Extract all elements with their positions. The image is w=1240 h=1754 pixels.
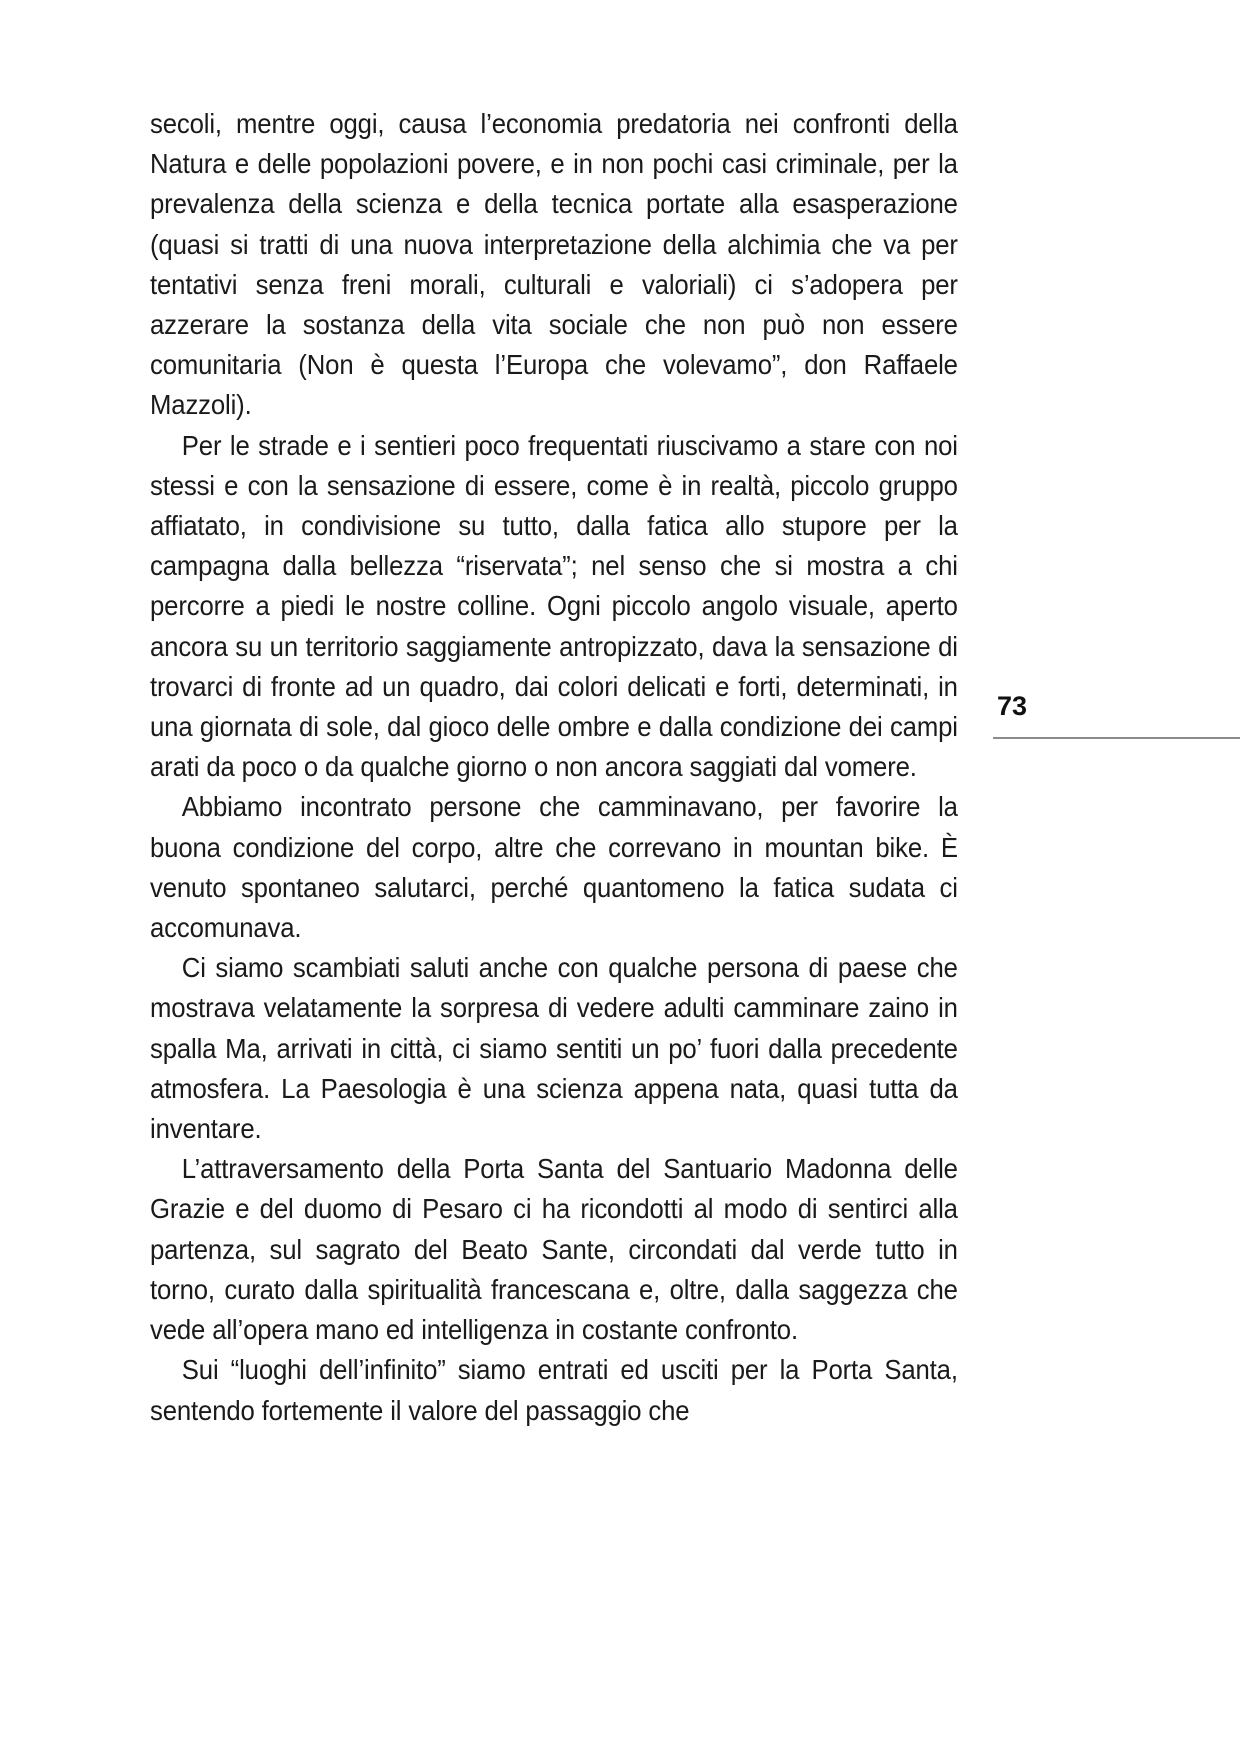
body-text-column [150, 104, 958, 1431]
page-number-rule [993, 737, 1240, 739]
paragraph-2: Per le strade e i sentieri poco frequentati riuscivamo a stare con noi stessi e con la sensazione di essere, come è in realtà, piccolo gruppo affiatato, in condivisione su tutto, dalla fatica allo stupore per la campagna dalla bellezza “riservata”; nel senso che si mostra a chi percorre a piedi le nostre colline. Ogni piccolo angolo visuale, aperto ancora su un territorio saggiamente antropizzato, dava la sensazione di trovarci di fronte ad un quadro, dai colori delicati e forti, determinati, in una giornata di sole, dal gioco delle ombre e dalla condizione dei campi arati da poco o da qualche giorno o non ancora saggiati dal vomere. [150, 429, 958, 783]
paragraph-1: secoli, mentre oggi, causa l’economia predatoria nei confronti della Natura e delle popolazioni povere, e in non pochi casi criminale, per la prevalenza della scienza e della tecnica portate alla esasperazione (quasi si tratti di una nuova interpretazione della alchimia che va per tentativi senza freni morali, culturali e valoriali) ci s’adopera per azzerare la sostanza della vita sociale che non può non essere comunitaria (Non è questa l’Europa che volevamo”, don Raffaele Mazzoli). [150, 108, 958, 421]
paragraph-3: Abbiamo incontrato persone che camminavano, per favorire la buona condizione del corpo, altre che correvano in mountan bike. È venuto spontaneo salutarci, perché quantomeno la fatica sudata ci accomunava. [150, 791, 958, 944]
text-squeeze-wrapper [150, 104, 958, 1431]
paragraph-4: Ci siamo scambiati saluti anche con qualche persona di paese che mostrava velatamente la sorpresa di vedere adulti camminare zaino in spalla Ma, arrivati in città, ci siamo sentiti un po’ fuori dalla precedente atmosfera. La Paesologia è una scienza appena nata, quasi tutta da inventare. [150, 952, 958, 1145]
page-number: 73 [997, 691, 1028, 721]
paragraph-5: L’attraversamento della Porta Santa del Santuario Madonna delle Grazie e del duomo di Pesaro ci ha ricondotti al modo di sentirci alla partenza, sul sagrato del Beato Sante, circondati dal verde tutto in torno, curato dalla spiritualità francescana e, oltre, dalla saggezza che vede all’opera mano ed intelligenza in costante confronto. [150, 1153, 958, 1346]
paragraph-6: Sui “luoghi dell’infinito” siamo entrati ed usciti per la Porta Santa, sentendo fortemente il valore del passaggio che [150, 1354, 958, 1426]
